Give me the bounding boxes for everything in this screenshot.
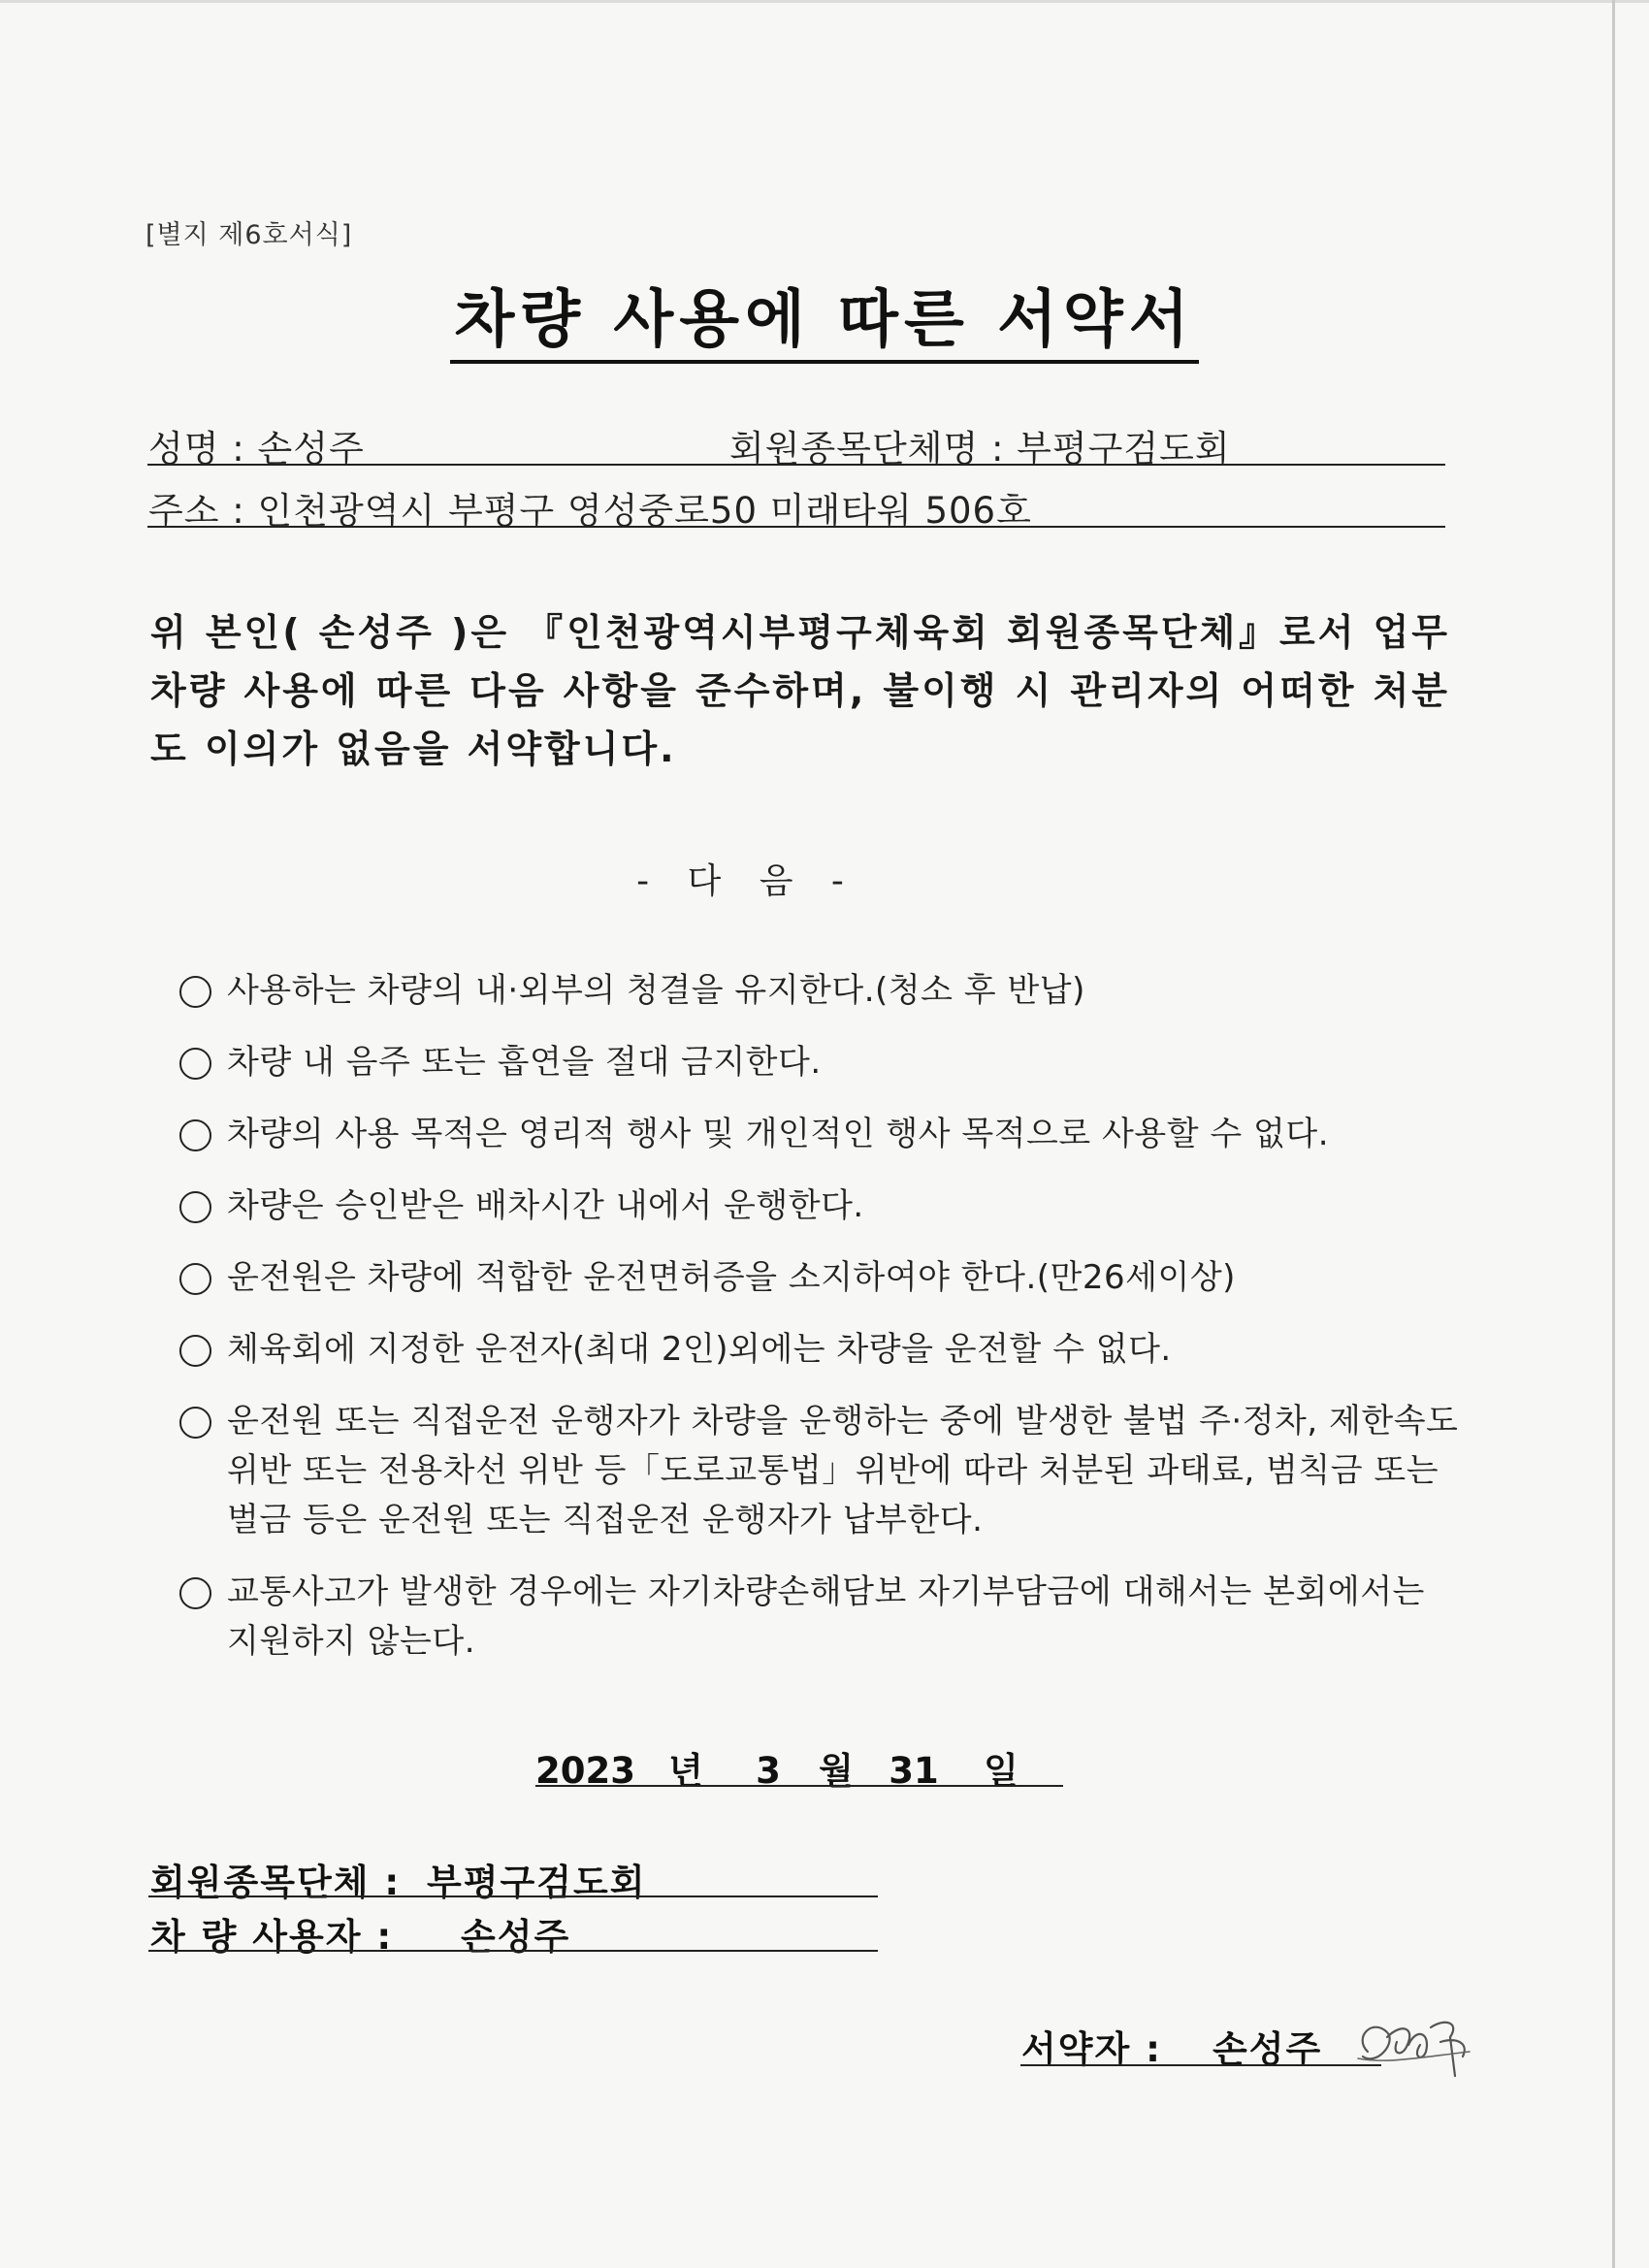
date-month-unit: 월 [819,1750,854,1792]
list-item-text: 사용하는 차량의 내·외부의 청결을 유지한다.(청소 후 반납) [227,971,1085,1010]
vehicle-user-label: 차 량 사용자 : [150,1916,394,1958]
date-day: 31 [889,1750,939,1792]
list-item [179,1325,1460,1397]
list-item-text: 차량 내 음주 또는 흡연을 절대 금지한다. [227,1043,822,1082]
circle-bullet-icon [179,1263,211,1295]
vehicle-user-value: 손성주 [461,1916,571,1958]
circle-bullet-icon [179,1048,211,1080]
form-number-label: [별지 제6호서식] [146,220,353,250]
date-month: 3 [756,1750,781,1792]
list-item-text: 차량의 사용 목적은 영리적 행사 및 개인적인 행사 목적으로 사용할 수 없다. [227,1115,1330,1153]
circle-bullet-icon [179,1335,211,1367]
circle-bullet-icon [179,976,211,1008]
list-item-text: 운전원은 차량에 적합한 운전면허증을 소지하여야 한다.(만26세이상) [227,1258,1236,1297]
document-title [0,270,1649,359]
org-name-field: 회원종목단체명 : 부평구검도회 [729,428,1231,470]
list-item [179,1038,1460,1110]
list-item-text: 교통사고가 발생한 경우에는 자기차량손해담보 자기부담금에 대해서는 본회에서는 지원하지 않는다. [227,1572,1425,1661]
list-item [179,966,1460,1038]
document-title-text: 차량 사용에 따른 서약서 [450,284,1198,364]
pledger-underline [1020,2064,1381,2066]
handwritten-signature-icon [1348,1998,1494,2086]
date-year-unit: 년 [668,1750,703,1792]
list-item [179,1253,1460,1325]
list-item [179,1110,1460,1182]
date-day-unit: 일 [984,1750,1018,1792]
org-signature-value: 부평구검도회 [427,1862,647,1903]
circle-bullet-icon [179,1191,211,1223]
circle-bullet-icon [179,1407,211,1439]
pledger-value: 손성주 [1212,2028,1323,2070]
pledger-label: 서약자 : [1021,2028,1162,2070]
circle-bullet-icon [179,1577,211,1609]
vehicle-user-underline [148,1950,878,1952]
list-item-text: 체육회에 지정한 운전자(최대 2인)외에는 차량을 운전할 수 없다. [227,1330,1172,1369]
org-signature-underline [148,1895,878,1897]
pledge-paragraph: 위 본인( 손성주 )은 『인천광역시부평구체육회 회원종목단체』로서 업무차량 사용에 따른 다음 사항을 준수하며, 불이행 시 관리자의 어떠한 처분도 이의가 없음을 서약합니다. [150,611,1450,770]
org-signature-label: 회원종목단체 : [150,1862,402,1903]
list-item [179,1397,1460,1568]
address-underline [147,526,1445,528]
list-item [179,1568,1460,1674]
date-underline [535,1785,1063,1787]
next-heading: - 다 음 - [636,861,857,901]
list-item [179,1182,1460,1253]
name-underline [147,464,1445,466]
list-item-text: 차량은 승인받은 배차시간 내에서 운행한다. [227,1186,864,1225]
date-year: 2023 [535,1750,635,1792]
list-item-text: 운전원 또는 직접운전 운행자가 차량을 운행하는 중에 발생한 불법 주·정차, 제한속도 위반 또는 전용차선 위반 등「도로교통법」위반에 따라 처분된 과태료, 범칙금 또는 벌금 등은 운전원 또는 직접운전 운행자가 납부한다. [227,1402,1459,1539]
circle-bullet-icon [179,1119,211,1151]
pledge-items-list [179,966,1460,1674]
address-field: 주소 : 인천광역시 부평구 영성중로50 미래타워 506호 [148,490,1032,532]
name-field: 성명 : 손성주 [148,428,365,470]
scan-top-edge [0,0,1649,3]
